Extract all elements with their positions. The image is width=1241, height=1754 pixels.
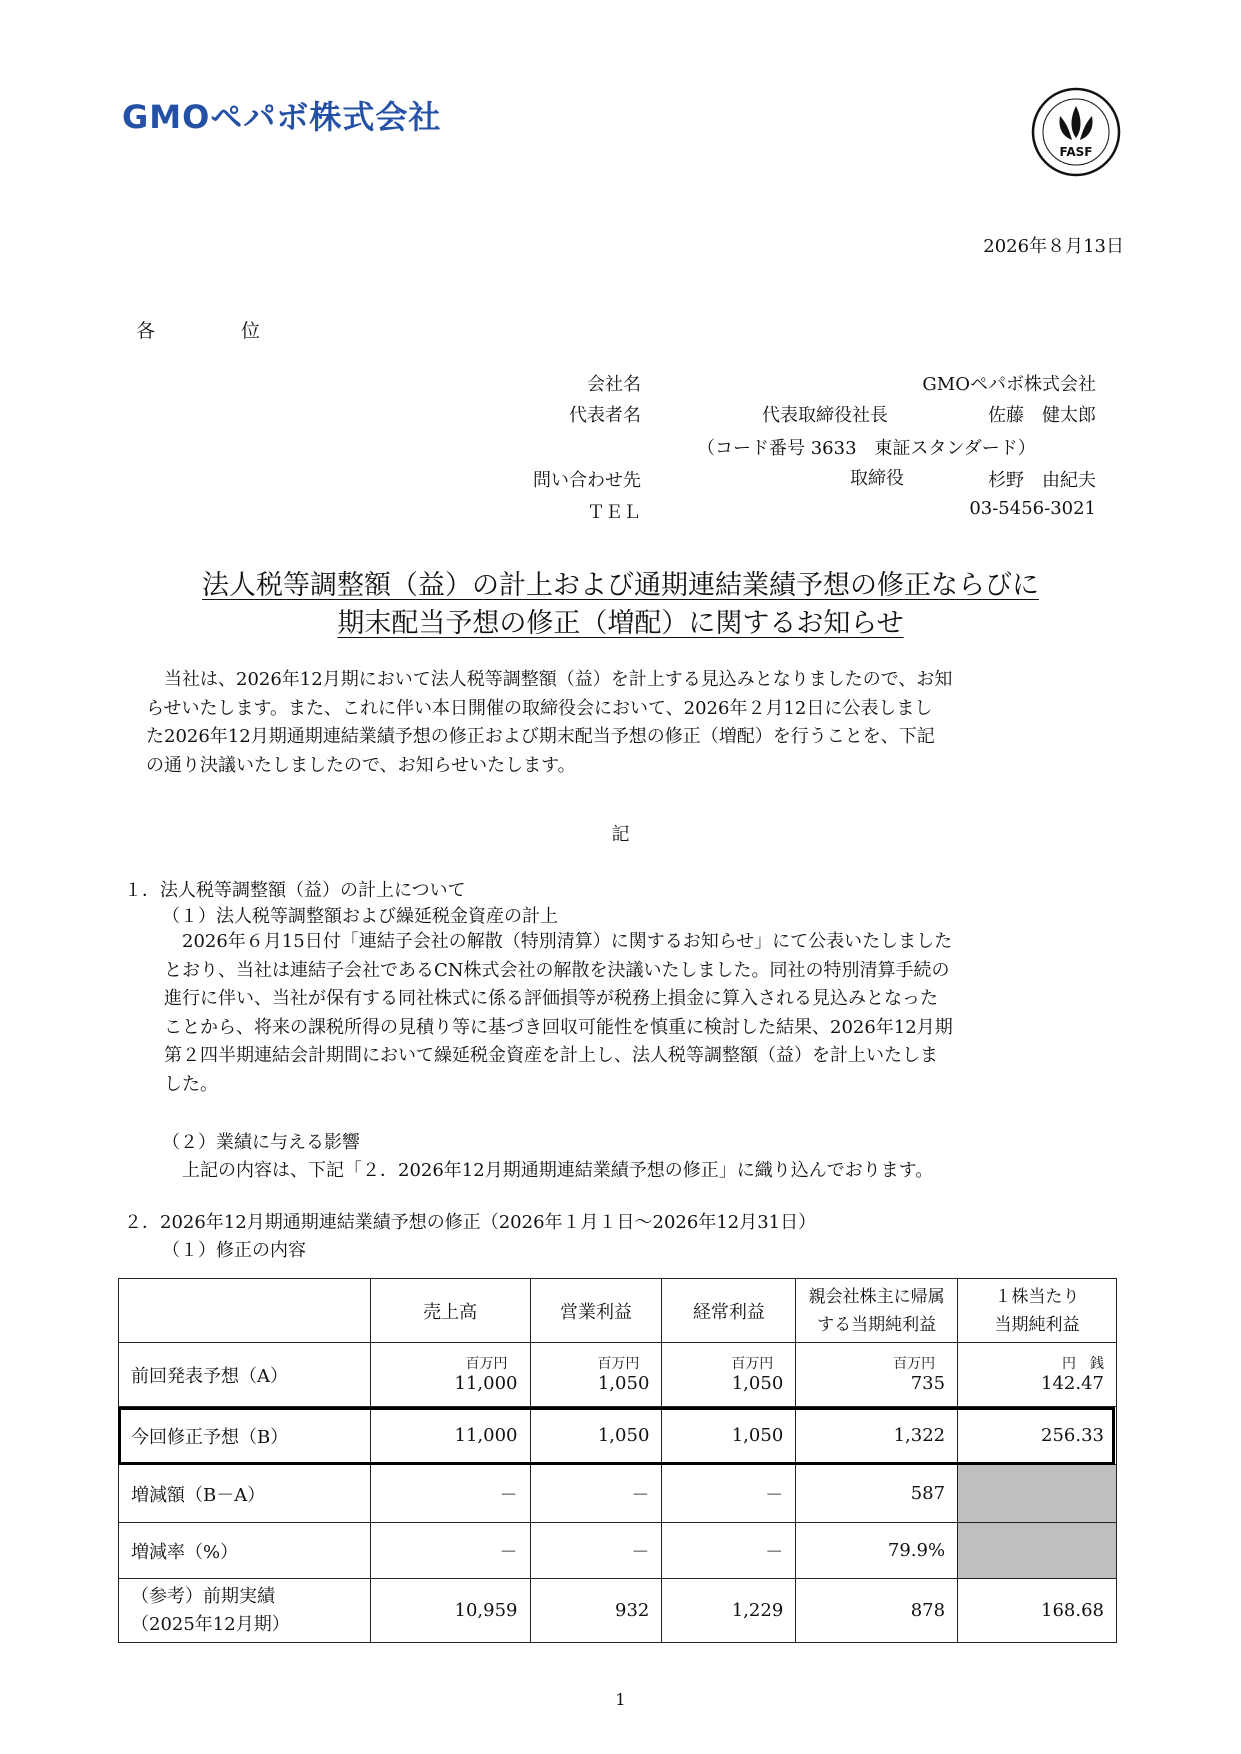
row-label-l2: （2025年12月期） — [131, 1613, 290, 1635]
s1-line-1: 2026年６月15日付「連結子会社の解散（特別清算）に関するお知らせ」にて公表いたしました — [182, 931, 953, 952]
s1-line-3: 進行に伴い、当社が保有する同社株式に係る評価損等が税務上損金に算入される見込みとなった — [164, 988, 938, 1009]
section1-sub2-heading: （２）業績に与える影響 — [162, 1132, 360, 1153]
cell-value: 735 — [910, 1373, 946, 1394]
issue-date: 2026年８月13日 — [983, 236, 1124, 257]
row-label: 増減率（%） — [119, 1523, 371, 1579]
intro-paragraph — [146, 666, 1126, 780]
row-label: 今回修正予想（B） — [119, 1407, 371, 1465]
cell-net: 878 — [796, 1579, 958, 1643]
cell-op: － — [530, 1465, 662, 1523]
cell-value: 1,050 — [731, 1373, 784, 1394]
forecast-table — [118, 1278, 1117, 1643]
section2-heading: ２．2026年12月期通期連結業績予想の修正（2026年１月１日～2026年12月31日） — [124, 1212, 817, 1233]
header-sales: 売上高 — [370, 1279, 530, 1343]
table-row-revised — [119, 1407, 1117, 1465]
contact-name: 杉野 由紀夫 — [988, 470, 1096, 491]
unit-label: 百万円 — [597, 1356, 640, 1372]
section1-sub2-body: 上記の内容は、下記「２．2026年12月期通期連結業績予想の修正」に織り込んでおります。 — [182, 1160, 934, 1181]
representative-label: 代表者名 — [569, 405, 641, 426]
cell-eps: 256.33 — [958, 1407, 1117, 1465]
header-net-income-l2: する当期純利益 — [817, 1314, 937, 1335]
cell-net: 79.9% — [796, 1523, 958, 1579]
cell-net — [796, 1343, 958, 1407]
s1-line-5: 第２四半期連結会計期間において繰延税金資産を計上し、法人税等調整額（益）を計上いたしま — [164, 1045, 938, 1066]
header-eps-l1: １株当たり — [994, 1286, 1080, 1307]
row-label-l1: （参考）前期実績 — [131, 1585, 275, 1607]
header-eps — [958, 1279, 1117, 1343]
cell-ord: 1,229 — [662, 1579, 796, 1643]
unit-label: 百万円 — [893, 1356, 936, 1372]
tel-label: ＴＥＬ — [587, 502, 641, 523]
contact-label: 問い合わせ先 — [533, 470, 641, 491]
cell-value: 11,000 — [454, 1373, 518, 1394]
cell-ord — [662, 1343, 796, 1407]
cell-op: 932 — [530, 1579, 662, 1643]
cell-value: 142.47 — [1041, 1373, 1104, 1394]
unit-label: 百万円 — [465, 1356, 508, 1372]
s1-line-2: とおり、当社は連結子会社であるCN株式会社の解散を決議いたしました。同社の特別清算手続の — [164, 959, 950, 981]
row-label — [119, 1579, 371, 1643]
cell-sales: － — [370, 1523, 530, 1579]
unit-label: 百万円 — [731, 1356, 774, 1372]
addressee: 各 位 — [136, 320, 301, 342]
s1-line-6: した。 — [164, 1073, 218, 1095]
title-line-1: 法人税等調整額（益）の計上および通期連結業績予想の修正ならびに — [202, 570, 1039, 601]
representative-title: 代表取締役社長 — [762, 405, 888, 426]
fasf-seal — [1030, 86, 1122, 178]
tel-value: 03-5456-3021 — [969, 498, 1096, 519]
company-logo: GMOペパボ株式会社 — [122, 98, 442, 136]
header-eps-l2: 当期純利益 — [994, 1314, 1080, 1335]
cell-sales: － — [370, 1465, 530, 1523]
table-row — [119, 1343, 1117, 1407]
cell-op — [530, 1343, 662, 1407]
table-row — [119, 1523, 1117, 1579]
row-label: 増減額（B－A） — [119, 1465, 371, 1523]
page-number: 1 — [615, 1690, 626, 1709]
document-title — [0, 567, 1241, 643]
cell-op: － — [530, 1523, 662, 1579]
unit-label: 円 銭 — [1062, 1356, 1104, 1372]
header-operating-income: 営業利益 — [530, 1279, 662, 1343]
cell-op: 1,050 — [530, 1407, 662, 1465]
intro-line-1: 当社は、2026年12月期において法人税等調整額（益）を計上する見込みとなりましたので、お知 — [164, 669, 953, 690]
cell-sales — [370, 1343, 530, 1407]
cell-sales: 10,959 — [370, 1579, 530, 1643]
row-label: 前回発表予想（A） — [119, 1343, 371, 1407]
section1-heading: １．法人税等調整額（益）の計上について — [124, 880, 466, 901]
svg-text:FASF: FASF — [1059, 145, 1093, 159]
table-row — [119, 1465, 1117, 1523]
header-ordinary-income: 経常利益 — [662, 1279, 796, 1343]
cell-net: 1,322 — [796, 1407, 958, 1465]
header-net-income-l1: 親会社株主に帰属 — [808, 1286, 945, 1307]
header-blank — [119, 1279, 371, 1343]
section1-sub1-body — [164, 928, 1124, 1099]
cell-eps-shaded — [958, 1523, 1117, 1579]
intro-line-4: の通り決議いたしましたので、お知らせいたします。 — [146, 754, 576, 776]
cell-eps — [958, 1343, 1117, 1407]
cell-net: 587 — [796, 1465, 958, 1523]
header-net-income — [796, 1279, 958, 1343]
cell-ord: － — [662, 1465, 796, 1523]
section2-sub1-heading: （１）修正の内容 — [162, 1240, 306, 1261]
cell-value: 1,050 — [597, 1373, 650, 1394]
title-line-2: 期末配当予想の修正（増配）に関するお知らせ — [337, 608, 904, 639]
representative-name: 佐藤 健太郎 — [988, 405, 1096, 426]
stock-code-line: （コード番号 3633 東証スタンダード） — [697, 438, 1036, 459]
intro-line-3: た2026年12月期通期連結業績予想の修正および期末配当予想の修正（増配）を行うことを、下記 — [146, 726, 935, 747]
cell-eps-shaded — [958, 1465, 1117, 1523]
intro-line-2: らせいたします。また、これに伴い本日開催の取締役会において、2026年２月12日に公表しまし — [146, 697, 933, 719]
table-header-row — [119, 1279, 1117, 1343]
cell-ord: － — [662, 1523, 796, 1579]
fasf-seal-icon — [1030, 86, 1122, 178]
cell-ord: 1,050 — [662, 1407, 796, 1465]
section1-sub1-heading: （１）法人税等調整額および繰延税金資産の計上 — [162, 906, 558, 927]
cell-sales: 11,000 — [370, 1407, 530, 1465]
cell-eps: 168.68 — [958, 1579, 1117, 1643]
table-row — [119, 1579, 1117, 1643]
contact-title: 取締役 — [850, 468, 904, 489]
company-name-label: 会社名 — [587, 374, 641, 395]
ki-mark: 記 — [611, 824, 630, 845]
s1-line-4: ことから、将来の課税所得の見積り等に基づき回収可能性を慎重に検討した結果、2026年12月期 — [164, 1016, 953, 1038]
company-name-value: GMOペパボ株式会社 — [922, 374, 1096, 395]
